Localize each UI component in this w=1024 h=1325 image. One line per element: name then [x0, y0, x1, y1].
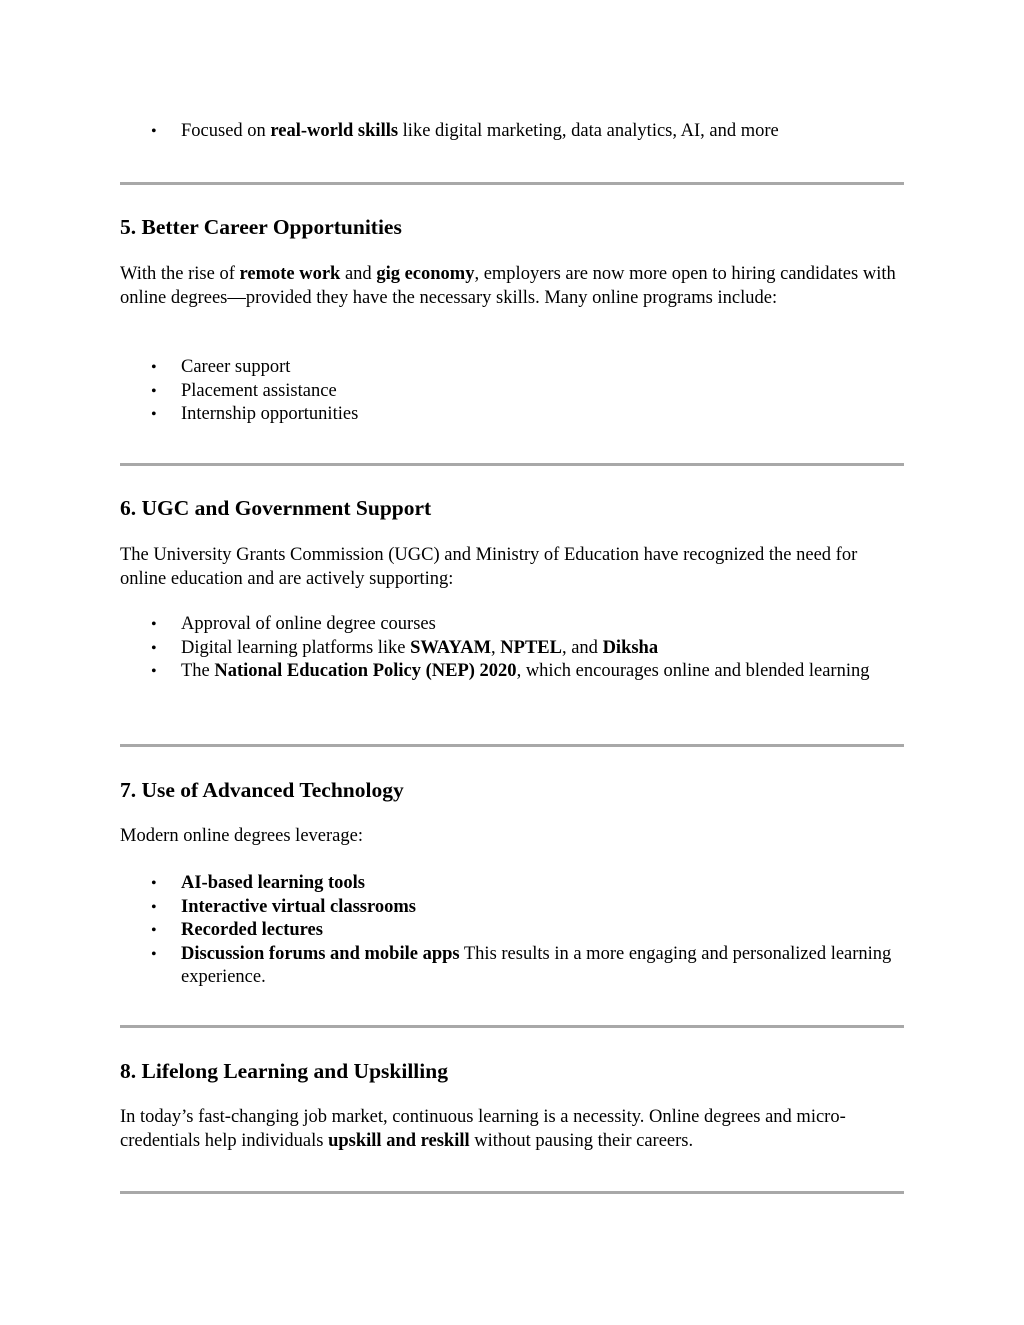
list-item: • Internship opportunities [120, 403, 904, 427]
section-divider [120, 744, 904, 747]
section-5-paragraph: With the rise of remote work and gig economy, employers are now more open to hiring candidates with online degrees—provided they have the necessary skills. Many online programs include: [120, 264, 896, 308]
list-item: • Career support [120, 356, 904, 380]
list-item: • Approval of online degree courses [120, 613, 904, 637]
list-item: • Interactive virtual classrooms [120, 896, 904, 920]
list-item: • Digital learning platforms like SWAYAM, NPTEL, and Diksha [120, 637, 904, 661]
section-divider [120, 463, 904, 466]
intro-list [120, 120, 904, 144]
section-6-paragraph: The University Grants Commission (UGC) and Ministry of Education have recognized the need for online education and are actively supporting: [120, 545, 858, 589]
section-heading-8: 8. Lifelong Learning and Upskilling [120, 1059, 448, 1083]
section-5-list [120, 356, 904, 427]
section-8-paragraph: In today’s fast-changing job market, continuous learning is a necessity. Online degrees and micro-credentials help individuals upskill and reskill without pausing their careers. [120, 1107, 846, 1151]
section-heading-5: 5. Better Career Opportunities [120, 215, 402, 239]
section-7-list [120, 872, 904, 990]
list-item: • Recorded lectures [120, 919, 904, 943]
section-heading-6: 6. UGC and Government Support [120, 496, 432, 520]
section-heading-7: 7. Use of Advanced Technology [120, 778, 404, 802]
section-divider [120, 1025, 904, 1028]
list-item: • Placement assistance [120, 380, 904, 404]
section-7-paragraph: Modern online degrees leverage: [120, 826, 363, 846]
list-item: • Focused on real-world skills like digital marketing, data analytics, AI, and more [120, 120, 904, 144]
section-divider [120, 182, 904, 185]
section-6-list [120, 613, 904, 684]
list-item: • AI-based learning tools [120, 872, 904, 896]
list-item: • The National Education Policy (NEP) 2020, which encourages online and blended learning [120, 660, 904, 684]
section-divider [120, 1191, 904, 1194]
list-item: • Discussion forums and mobile apps This results in a more engaging and personalized learning experience. [120, 943, 904, 990]
